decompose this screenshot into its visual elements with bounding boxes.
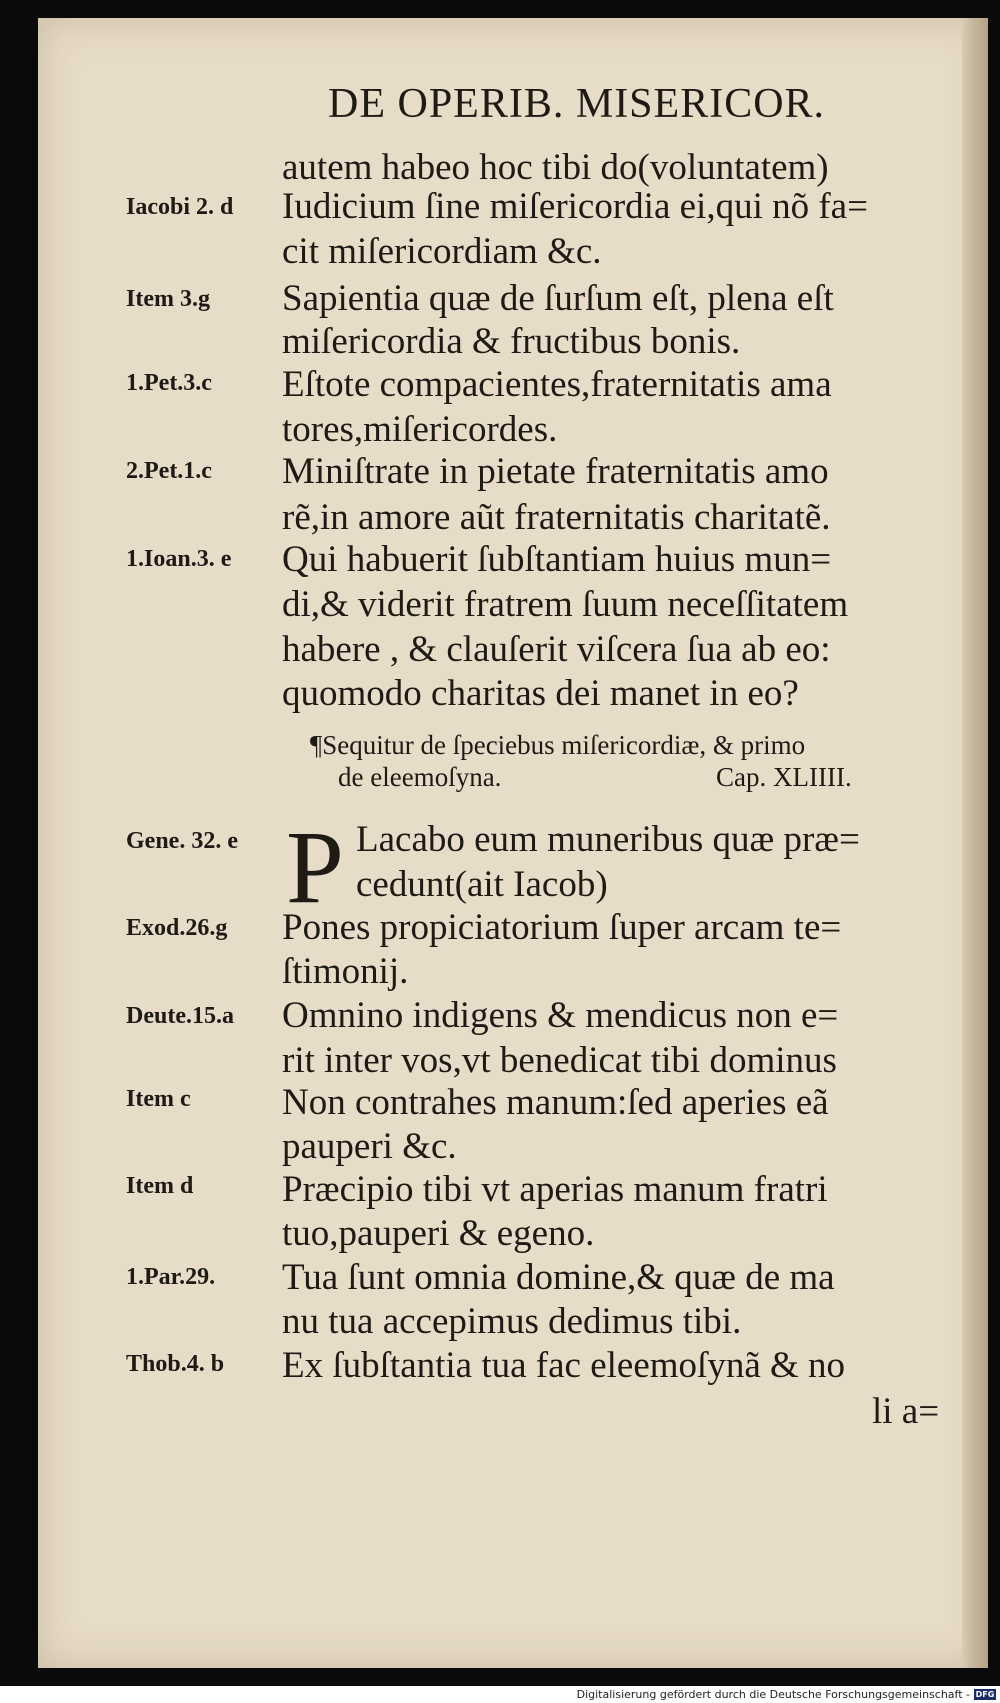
page-edge	[962, 18, 988, 1668]
text-line: Miniſtrate in pietate fraternitatis amo	[282, 451, 829, 492]
book-page	[38, 18, 988, 1668]
margin-reference: Iacobi 2. d	[126, 194, 234, 220]
text-line: rẽ,in amore aũt fraternitatis charitatẽ.	[282, 497, 831, 538]
text-line: quomodo charitas dei manet in eo?	[282, 673, 799, 714]
funding-credit: Digitalisierung gefördert durch die Deutsche Forschungsgemeinschaft -	[576, 1688, 970, 1701]
margin-reference: 1.Par.29.	[126, 1264, 216, 1290]
text-line: ſtimonij.	[282, 951, 409, 992]
dfg-logo: DFG	[975, 1690, 995, 1699]
margin-reference: Item 3.g	[126, 286, 210, 312]
text-line: rit inter vos,vt benedicat tibi dominus	[282, 1040, 837, 1081]
text-line: tuo,pauperi & egeno.	[282, 1213, 595, 1254]
chapter-heading-cont: de eleemoſyna.	[338, 762, 502, 792]
margin-reference: Exod.26.g	[126, 915, 228, 941]
margin-reference: 1.Pet.3.c	[126, 370, 212, 396]
text-line: miſericordia & fructibus bonis.	[282, 321, 741, 362]
text-line: habere , & clauſerit viſcera ſua ab eo:	[282, 629, 831, 670]
text-line: cedunt(ait Iacob)	[356, 864, 608, 905]
text-line: Iudicium ſine miſericordia ei,qui nõ fa=	[282, 186, 868, 227]
margin-reference: Item c	[126, 1086, 191, 1112]
text-line: Ex ſubſtantia tua fac eleemoſynã & no	[282, 1345, 846, 1386]
margin-reference: Deute.15.a	[126, 1003, 234, 1029]
margin-reference: Gene. 32. e	[126, 828, 238, 854]
text-line: pauperi &c.	[282, 1126, 457, 1167]
chapter-number: Cap. XLIIII.	[716, 762, 852, 792]
text-line: Eſtote compacientes,fraternitatis ama	[282, 364, 832, 405]
text-line: di,& viderit fratrem ſuum neceſſitatem	[282, 584, 849, 625]
catchword: li a=	[872, 1391, 940, 1432]
text-line: tores,miſericordes.	[282, 409, 558, 450]
text-line: cit miſericordiam &c.	[282, 231, 602, 272]
text-line: autem habeo hoc tibi do(voluntatem)	[282, 147, 829, 188]
text-line: Præcipio tibi vt aperias manum fratri	[282, 1169, 828, 1210]
running-head: DE OPERIB. MISERICOR.	[328, 81, 826, 127]
text-line: Omnino indigens & mendicus non e=	[282, 995, 839, 1036]
margin-reference: 2.Pet.1.c	[126, 458, 212, 484]
text-line: Lacabo eum muneribus quæ præ=	[356, 819, 860, 860]
text-line: Tua ſunt omnia domine,& quæ de ma	[282, 1257, 835, 1298]
text-line: Sapientia quæ de ſurſum eſt, plena eſt	[282, 278, 834, 319]
drop-cap: P	[286, 810, 344, 925]
text-line: Non contrahes manum:ſed aperies eã	[282, 1082, 829, 1123]
text-line: nu tua accepimus dedimus tibi.	[282, 1301, 742, 1342]
margin-reference: Thob.4. b	[126, 1351, 225, 1377]
text-line: Qui habuerit ſubſtantiam huius mun=	[282, 539, 832, 580]
margin-reference: Item d	[126, 1173, 194, 1199]
text-line: Pones propiciatorium ſuper arcam te=	[282, 907, 842, 948]
margin-reference: 1.Ioan.3. e	[126, 546, 232, 572]
chapter-heading: ¶Sequitur de ſpeciebus miſericordiæ, & primo	[310, 730, 806, 760]
